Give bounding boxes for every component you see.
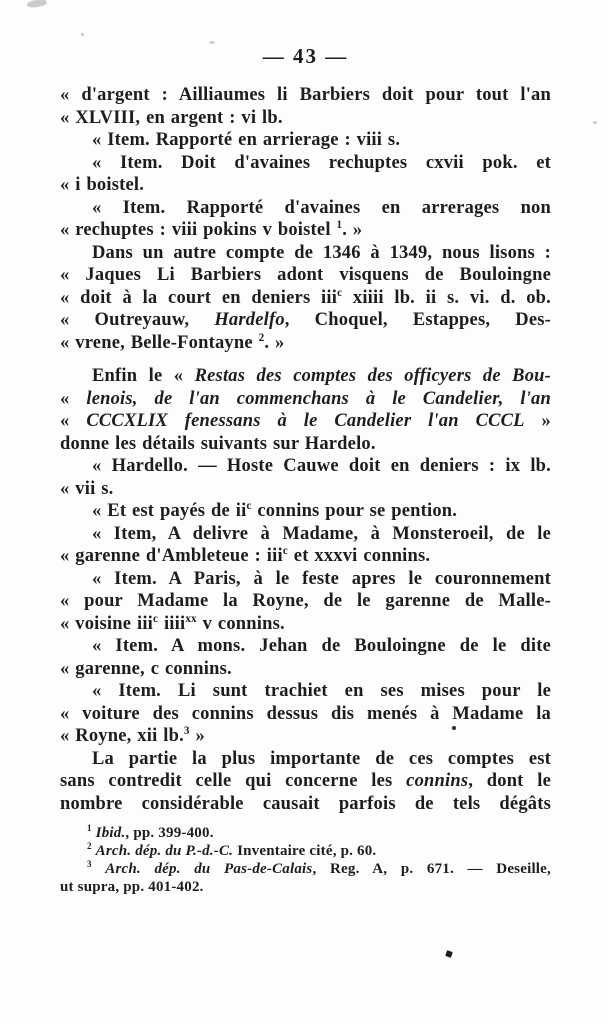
text-line: « CCCXLIX fenessans à le Candelier l'an CCCL »: [60, 411, 552, 431]
text-line: « rechuptes : viii pokins v boistel $^1$. »: [60, 218, 363, 240]
scan-artifact: [81, 33, 84, 36]
text-line: « Item. Rapporté en arrierage : viii s.: [92, 130, 401, 150]
text-line: « Item. Doit d'avaines rechuptes cxvii pok. et: [92, 152, 551, 173]
text-line: donne les détails suivants sur Hardelo.: [60, 433, 376, 454]
text-line: nombre considérable causait parfois de tels dégâts: [60, 793, 551, 814]
text-line: « i boistel.: [60, 175, 145, 195]
text-line: « vrene, Belle-Fontayne $^2$. »: [60, 331, 285, 353]
body-text: [60, 84, 551, 815]
text-line: « pour Madame la Royne, de le garenne de Malle-: [60, 591, 551, 611]
text-line: « Item. Rapporté d'avaines en arrerages non: [92, 197, 551, 218]
text-line: « Item. A mons. Jehan de Bouloingne de le dite: [92, 636, 551, 656]
text-line: « XLVIII, en argent : vi lb.: [60, 107, 283, 128]
text-line: Enfin le « Restas des comptes des officyers de Bou-: [92, 366, 551, 386]
footnote-line: $^3$ Arch. dép. du Pas-de-Calais, Reg. A, p. 671. — Deseille,: [87, 859, 551, 877]
text-line: Dans un autre compte de 1346 à 1349, nous lisons :: [92, 242, 551, 263]
page-number-header: — 43 —: [262, 44, 349, 68]
footnote-line: $^2$ Arch. dép. du P.-d.-C. Inventaire cité, p. 60.: [87, 841, 377, 859]
scan-artifact: [593, 121, 597, 124]
text-line: « garenne, c connins.: [60, 658, 232, 679]
footnote-line: $^1$ Ibid., pp. 399-400.: [87, 823, 214, 841]
text-line: « d'argent : Ailliaumes li Barbiers doit pour tout l'an: [60, 85, 551, 105]
text-line: « vii s.: [60, 478, 114, 499]
footnotes: [60, 824, 551, 896]
text-line: « voisine iii$^c$ iiii$^{xx}$ v connins.: [60, 612, 285, 634]
text-line: « doit à la court en deniers iii$^c$ xiiii lb. ii s. vi. d. ob.: [60, 286, 551, 308]
text-line: « Royne, xii lb.$^3$ »: [60, 724, 205, 746]
text-line: « Item. Li sunt trachiet en ses mises pour le: [92, 681, 551, 701]
text-line: « Item. A Paris, à le feste apres le couronnement: [92, 568, 551, 589]
text-line: « Jaques Li Barbiers adont visquens de Bouloingne: [60, 265, 551, 285]
text-line: « garenne d'Ambleteue : iii$^c$ et xxxvi connins.: [60, 544, 431, 566]
text-line: « voiture des connins dessus dis menés à Madame la: [60, 703, 551, 724]
text-line: « lenois, de l'an commenchans à le Candelier, l'an: [60, 388, 551, 409]
text-line: sans contredit celle qui concerne les connins, dont le: [60, 771, 551, 791]
scan-artifact: [445, 950, 453, 958]
text-line: « Et est payés de $ii^c$ connins pour se pention.: [92, 499, 458, 521]
footnote-line: ut supra, pp. 401-402.: [60, 879, 204, 895]
text-line: « Hardello. — Hoste Cauwe doit en deniers : ix lb.: [92, 456, 551, 476]
scan-artifact: [27, 0, 48, 8]
text-line: La partie la plus importante de ces comptes est: [92, 748, 551, 769]
text-line: « Outreyauw, Hardelfo, Choquel, Estappes, Des-: [60, 310, 551, 330]
text-line: « Item, A delivre à Madame, à Monsteroeil, de le: [92, 523, 551, 544]
